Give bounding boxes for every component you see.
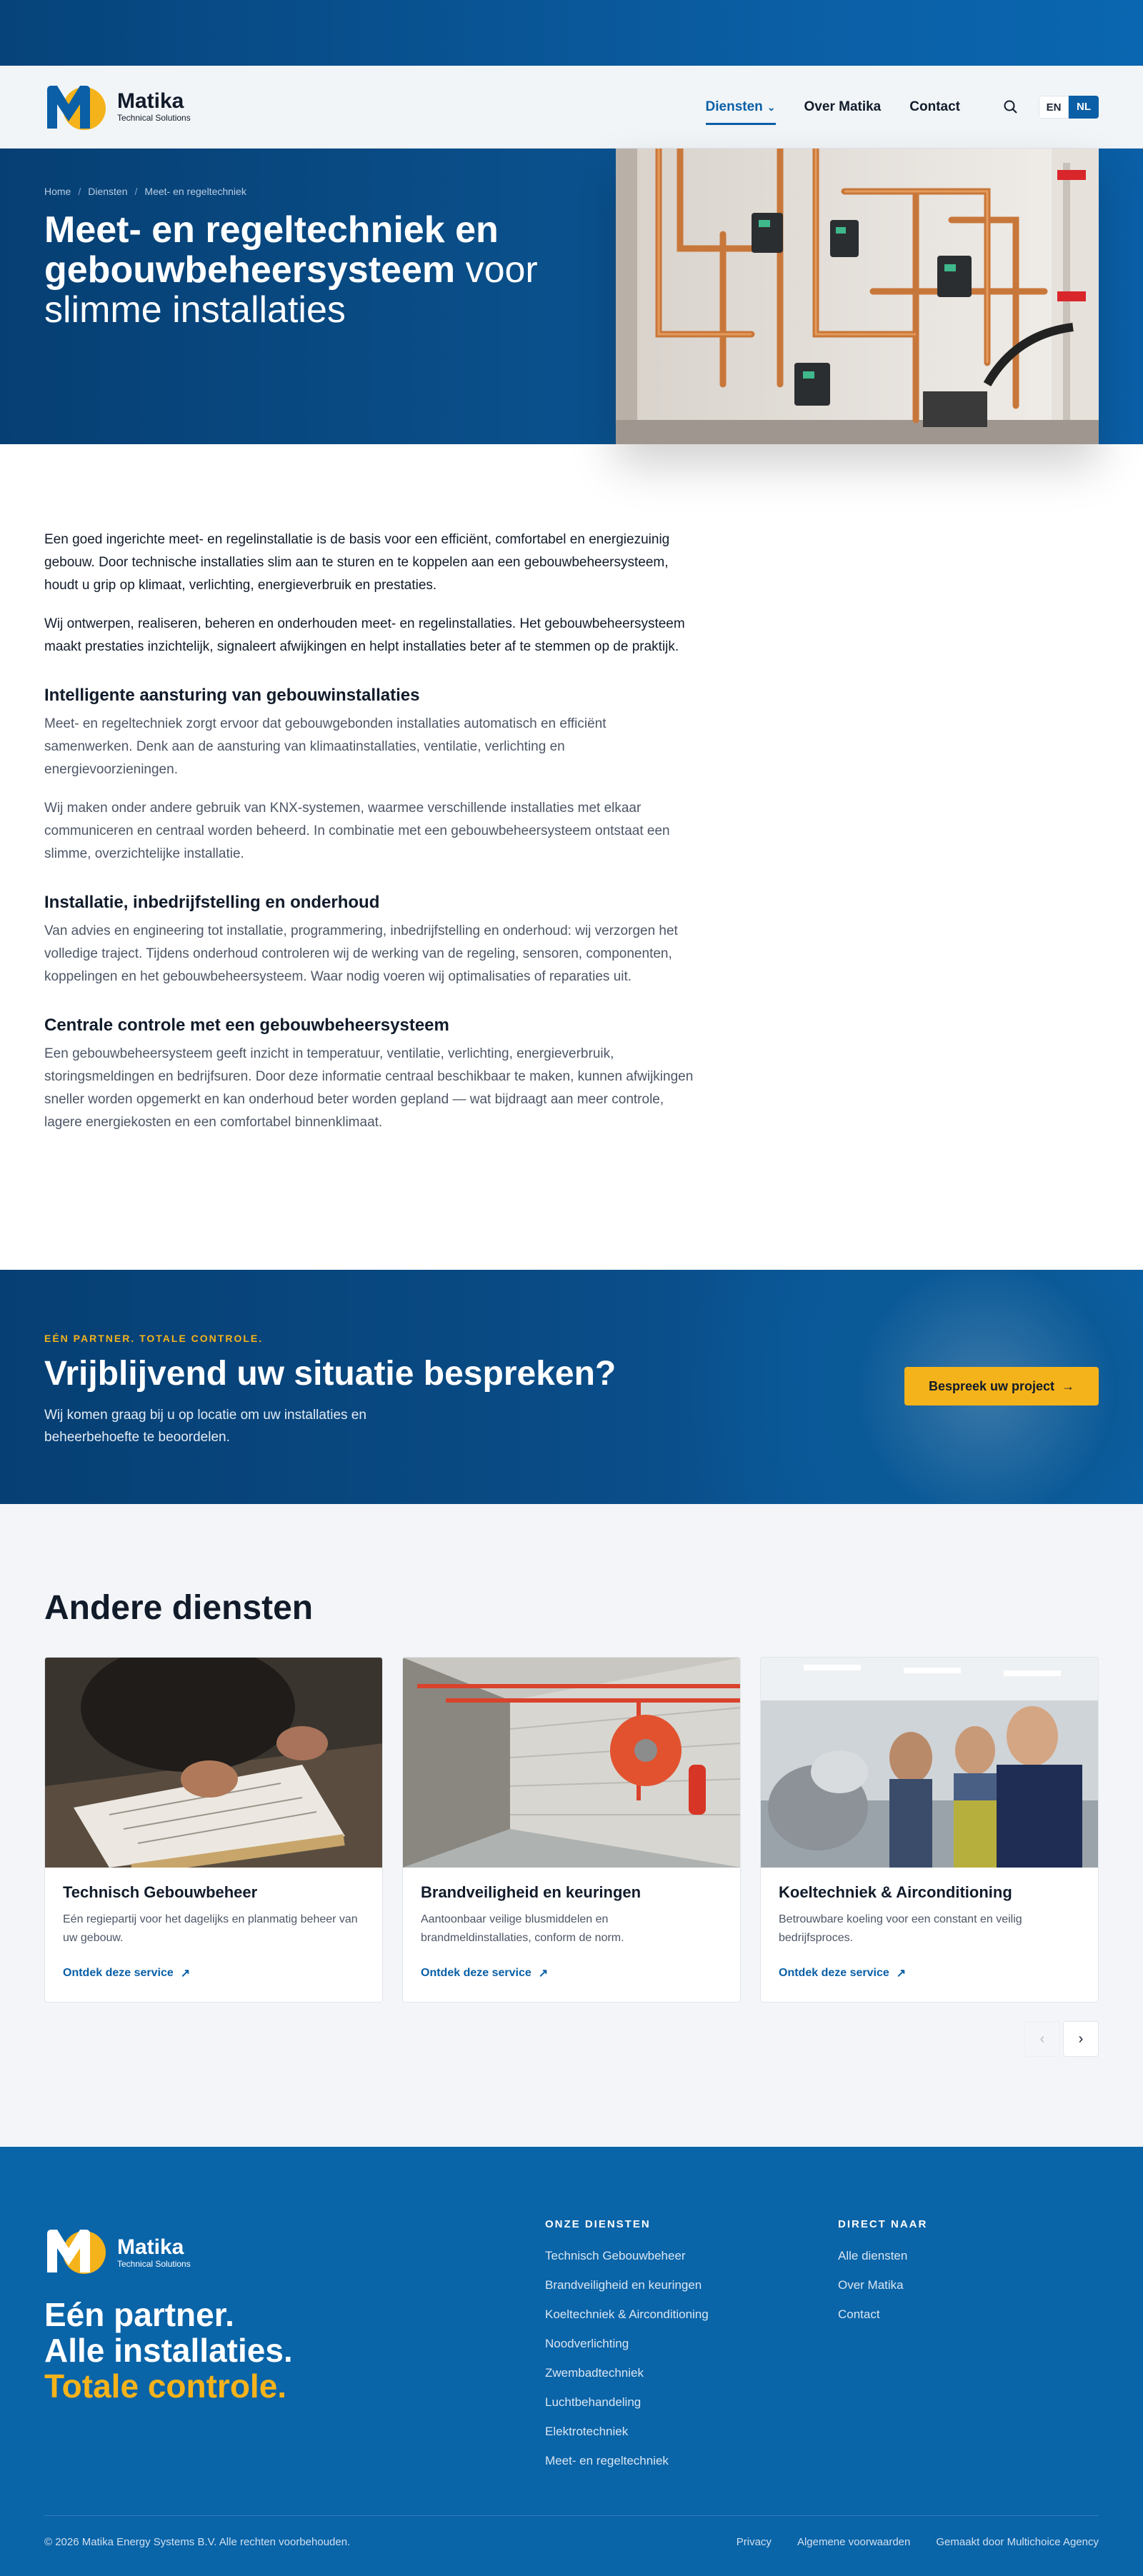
footer-link[interactable]: Meet- en regeltechniek xyxy=(545,2454,669,2467)
matika-logo-icon xyxy=(44,81,110,131)
brand-subtitle: Technical Solutions xyxy=(117,113,191,123)
service-card[interactable] xyxy=(402,1657,741,2003)
cta-text: Wij komen graag bij u op locatie om uw installaties en beheerbehoefte te beoordelen. xyxy=(44,1408,366,1445)
nav-over-matika[interactable]: Over Matika xyxy=(804,99,882,114)
section-heading: Installatie, inbedrijfstelling en onderhoud xyxy=(44,893,380,912)
body-paragraph: Van advies en engineering tot installatie, programmering, inbedrijfstelling en onderhoud: wij verzorgen het volledige traject. Tijdens onderhoud controleren wij de werking van de regeling, sensoren, componenten, koppelingen en het gebouwbeheersysteem. Waar nodig voeren wij optimalisaties of reparaties uit. xyxy=(44,923,678,984)
arrow-right-icon: → xyxy=(1062,1378,1075,1393)
service-image-gebouwbeheer xyxy=(45,1658,382,1868)
footer-link[interactable]: Noodverlichting xyxy=(545,2337,629,2350)
body-paragraph: Wij maken onder andere gebruik van KNX-systemen, waarmee verschillende installaties met elkaar communiceren en centraal worden beheerd. In combinatie met een gebouwbeheersysteem ontstaat een slimme, overzichtelijke installatie. xyxy=(44,801,670,861)
service-card-link[interactable] xyxy=(63,1966,190,1980)
breadcrumb-separator: / xyxy=(78,186,81,197)
search-icon[interactable] xyxy=(1003,99,1019,115)
footer-link[interactable]: Technisch Gebouwbeheer xyxy=(545,2249,686,2262)
chevron-down-icon: ⌄ xyxy=(767,101,776,113)
footer-link[interactable]: Alle diensten xyxy=(838,2249,908,2262)
cta-eyebrow: EÉN PARTNER. TOTALE CONTROLE. xyxy=(44,1333,264,1344)
other-services xyxy=(0,1504,1143,2147)
breadcrumb xyxy=(44,186,246,197)
footer-link[interactable]: Contact xyxy=(838,2307,880,2321)
footer-services-column xyxy=(545,2218,709,2483)
arrow-up-right-icon: ↗ xyxy=(538,1968,549,1980)
breadcrumb-home[interactable]: Home xyxy=(44,186,71,197)
page-title xyxy=(44,210,616,330)
service-card-link[interactable] xyxy=(421,1966,548,1980)
section-heading: Centrale controle met een gebouwbeheersysteem xyxy=(44,1016,449,1035)
services-title: Andere diensten xyxy=(44,1589,314,1627)
hero xyxy=(0,149,1143,444)
nav-diensten-label: Diensten xyxy=(705,99,763,114)
breadcrumb-separator: / xyxy=(134,186,138,197)
service-card-link-label: Ontdek deze service xyxy=(779,1967,889,1979)
service-card[interactable] xyxy=(760,1657,1099,2003)
terms-link[interactable]: Algemene voorwaarden xyxy=(797,2536,911,2548)
footer-link[interactable]: Luchtbehandeling xyxy=(545,2395,642,2409)
footer-tagline-line: Eén partner. xyxy=(44,2296,234,2333)
intro-paragraph: Wij ontwerpen, realiseren, beheren en onderhouden meet- en regelinstallaties. Het gebouwbeheersysteem maakt prestaties inzichtelijk, signaleert afwijkingen en helpt installaties beter af te stemmen op de praktijk. xyxy=(44,616,685,654)
footer-link[interactable]: Brandveiligheid en keuringen xyxy=(545,2278,702,2292)
top-band xyxy=(0,0,1143,66)
page-title-light: voor slimme installaties xyxy=(44,249,538,331)
nav-diensten[interactable] xyxy=(706,99,776,115)
hero-image-installation xyxy=(616,149,1099,444)
brand-logo[interactable] xyxy=(44,81,191,131)
carousel-next-button[interactable] xyxy=(1063,2021,1099,2057)
footer-link[interactable]: Koeltechniek & Airconditioning xyxy=(545,2307,709,2321)
footer-tagline xyxy=(44,2297,293,2404)
service-image-brandveiligheid xyxy=(403,1658,740,1868)
footer-column-title: DIRECT NAAR xyxy=(838,2218,928,2230)
page-title-bold: Meet- en regeltechniek en gebouwbeheersysteem xyxy=(44,209,499,291)
matika-logo-icon xyxy=(44,2225,110,2279)
chevron-left-icon: ‹ xyxy=(1039,2030,1045,2047)
service-card-title: Koeltechniek & Airconditioning xyxy=(779,1883,1012,1901)
cta-banner xyxy=(0,1270,1143,1504)
language-switch xyxy=(1039,96,1099,119)
discuss-project-label: Bespreek uw project xyxy=(928,1378,1055,1393)
service-image-koeltechniek xyxy=(761,1658,1098,1868)
service-card-text: Aantoonbaar veilige blusmiddelen en brandmeldinstallaties, conform de norm. xyxy=(421,1913,624,1944)
service-card-title: Brandveiligheid en keuringen xyxy=(421,1883,642,1901)
lang-en-button[interactable]: EN xyxy=(1039,96,1069,119)
service-card-link[interactable] xyxy=(779,1966,906,1980)
main-nav xyxy=(677,66,1099,149)
arrow-up-right-icon: ↗ xyxy=(180,1968,191,1980)
footer-brand-subtitle: Technical Solutions xyxy=(117,2258,191,2269)
carousel-prev-button[interactable] xyxy=(1024,2021,1060,2057)
chevron-right-icon: › xyxy=(1078,2030,1084,2047)
service-card-link-label: Ontdek deze service xyxy=(421,1967,531,1979)
service-card-text: Betrouwbare koeling voor een constant en veilig bedrijfsproces. xyxy=(779,1913,1022,1944)
site-header xyxy=(0,66,1143,149)
service-card-text: Eén regiepartij voor het dagelijks en planmatig beheer van uw gebouw. xyxy=(63,1913,358,1944)
nav-contact[interactable]: Contact xyxy=(909,99,960,114)
breadcrumb-diensten[interactable]: Diensten xyxy=(88,186,128,197)
footer-tagline-line: Alle installaties. xyxy=(44,2332,293,2369)
discuss-project-button[interactable] xyxy=(904,1367,1099,1405)
privacy-link[interactable]: Privacy xyxy=(736,2536,772,2548)
article-content xyxy=(44,528,694,1150)
brand-name: Matika xyxy=(117,89,184,113)
footer-link[interactable]: Zwembadtechniek xyxy=(545,2366,644,2380)
site-footer xyxy=(0,2147,1143,2576)
footer-column-title: ONZE DIENSTEN xyxy=(545,2218,651,2230)
footer-link[interactable]: Over Matika xyxy=(838,2278,904,2292)
footer-brand-name: Matika xyxy=(117,2235,184,2259)
service-card[interactable] xyxy=(44,1657,383,2003)
intro-paragraph: Een goed ingerichte meet- en regelinstallatie is de basis voor een efficiënt, comfortabel en energiezuinig gebouw. Door technische installaties slim aan te sturen en te koppelen aan een gebouwbeheersysteem, houdt u grip op klimaat, verlichting, energieverbruik en prestaties. xyxy=(44,532,670,593)
footer-tagline-line: Totale controle. xyxy=(44,2367,287,2405)
copyright: © 2026 Matika Energy Systems B.V. Alle rechten voorbehouden. xyxy=(44,2536,351,2548)
cta-title: Vrijblijvend uw situatie bespreken? xyxy=(44,1355,617,1393)
body-paragraph: Meet- en regeltechniek zorgt ervoor dat gebouwgebonden installaties automatisch en efficiënt samenwerken. Denk aan de aansturing van klimaatinstallaties, ventilatie, verlichting en energievoorzieningen. xyxy=(44,716,607,777)
service-card-link-label: Ontdek deze service xyxy=(63,1967,174,1979)
footer-link[interactable]: Elektrotechniek xyxy=(545,2425,629,2438)
breadcrumb-current: Meet- en regeltechniek xyxy=(144,186,246,197)
agency-link[interactable]: Gemaakt door Multichoice Agency xyxy=(936,2536,1099,2548)
lang-nl-button[interactable]: NL xyxy=(1069,96,1099,119)
arrow-up-right-icon: ↗ xyxy=(896,1968,907,1980)
service-card-title: Technisch Gebouwbeheer xyxy=(63,1883,258,1901)
body-paragraph: Een gebouwbeheersysteem geeft inzicht in temperatuur, ventilatie, verlichting, energieverbruik, storingsmeldingen en bedrijfsuren. Door deze informatie centraal beschikbaar te maken, kunnen afwijkingen sneller worden opgemerkt en kan onderhoud beter worden gepland — wat bijdraagt aan meer controle, lagere energiekosten en een comfortabel binnenklimaat. xyxy=(44,1046,694,1130)
footer-direct-column xyxy=(838,2218,927,2337)
footer-bottom-bar xyxy=(44,2515,1099,2548)
footer-logo[interactable] xyxy=(44,2225,191,2279)
section-heading: Intelligente aansturing van gebouwinstallaties xyxy=(44,686,420,705)
